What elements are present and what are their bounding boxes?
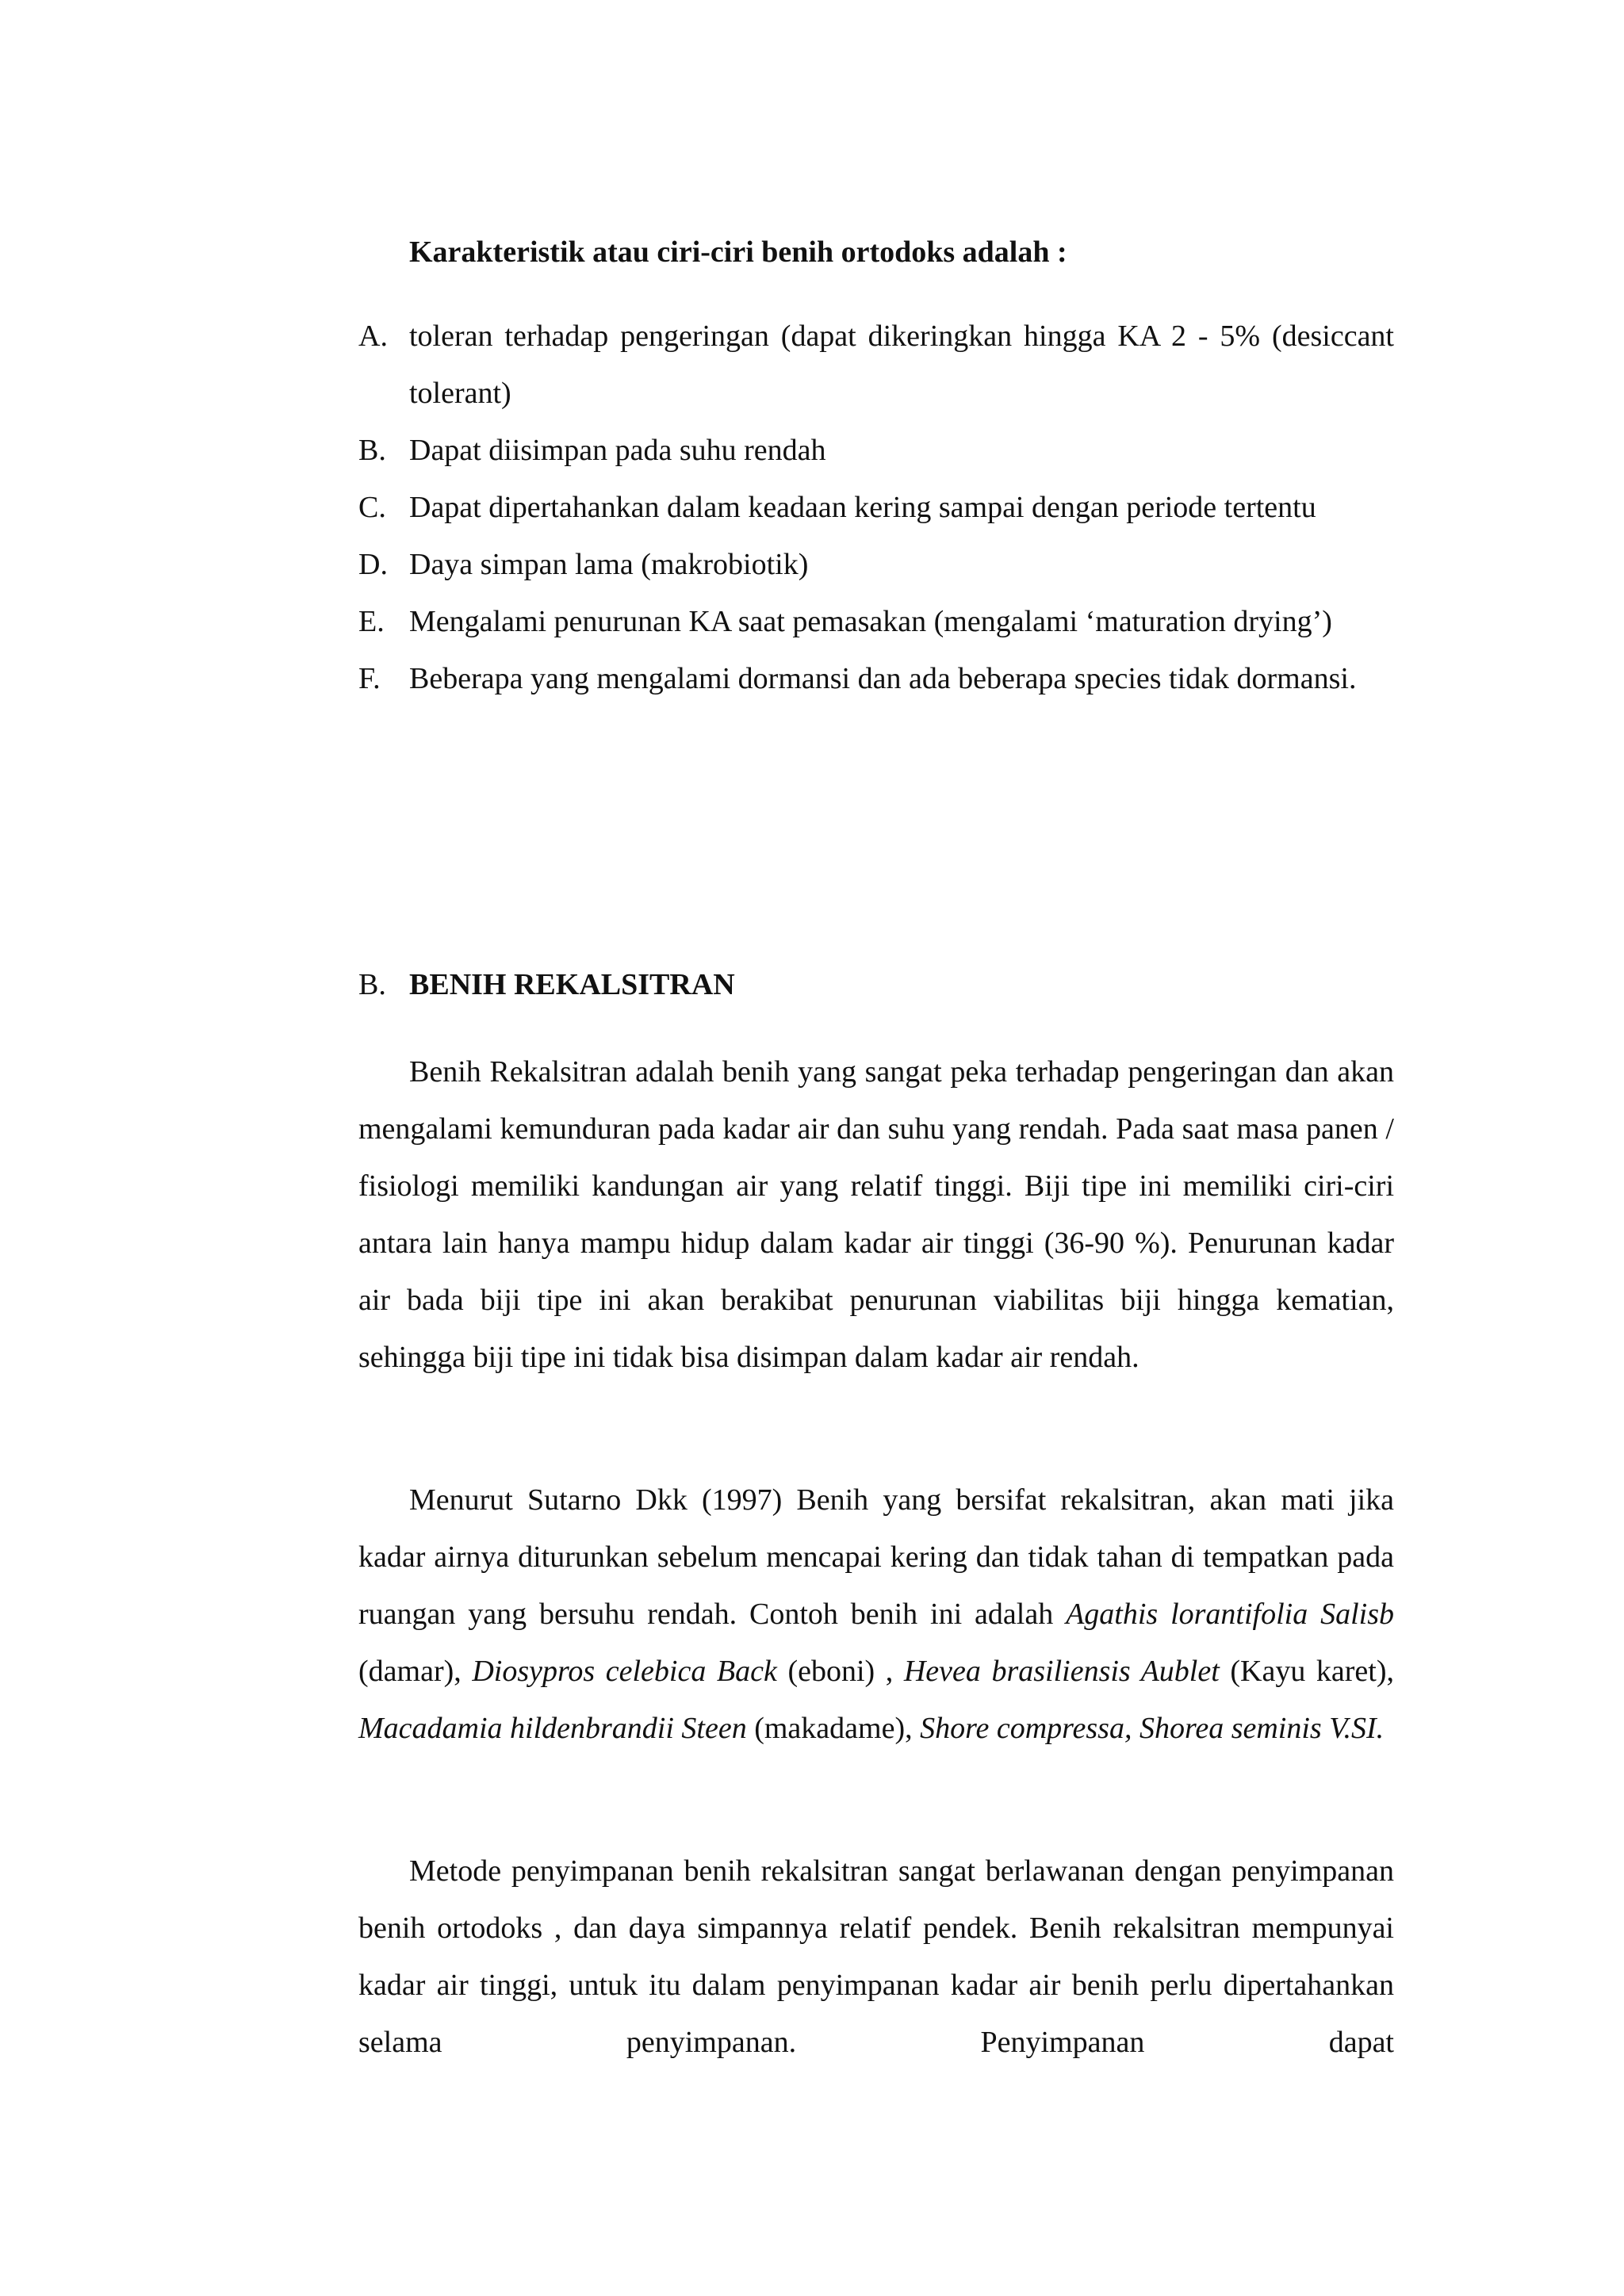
list-item-marker: E.: [358, 605, 385, 638]
section-heading: [358, 956, 735, 1013]
list-item-marker: D.: [358, 548, 388, 581]
common-name: (Kayu karet),: [1219, 1655, 1394, 1688]
species-name: Shore compressa, Shorea seminis V.SI.: [920, 1712, 1385, 1745]
list-item-text: Mengalami penurunan KA saat pemasakan (mengalami ‘maturation drying’): [409, 605, 1332, 638]
list-item-text: toleran terhadap pengeringan (dapat dikeringkan hingga KA 2 - 5% (desiccant tolerant): [409, 320, 1394, 410]
list-item: [358, 650, 1394, 707]
list-item-marker: F.: [358, 662, 381, 695]
section-title: BENIH REKALSITRAN: [409, 968, 735, 1001]
ortodoks-characteristics-list: [358, 308, 1394, 707]
list-item-text: Beberapa yang mengalami dormansi dan ada beberapa species tidak dormansi.: [409, 662, 1357, 695]
paragraph-storage-method: Metode penyimpanan benih rekalsitran sangat berlawanan dengan penyimpanan benih ortodoks , dan daya simpannya relatif pendek. Benih rekalsitran mempunyai kadar air tinggi, untuk itu dalam penyimpanan kadar air benih perlu dipertahankan selama penyimpanan. Penyimpanan dapat: [358, 1854, 1394, 2059]
list-item-text: Daya simpan lama (makrobiotik): [409, 548, 809, 581]
species-name: Hevea brasiliensis Aublet: [903, 1655, 1220, 1688]
common-name: (eboni) ,: [776, 1655, 904, 1688]
species-name: Macadamia hildenbrandii Steen: [358, 1712, 747, 1745]
list-item-marker: C.: [358, 491, 386, 524]
list-item-marker: A.: [358, 320, 388, 353]
list-item-text: Dapat diisimpan pada suhu rendah: [409, 434, 826, 467]
list-item: [358, 536, 1394, 593]
paragraph-definition: Benih Rekalsitran adalah benih yang sangat peka terhadap pengeringan dan akan mengalami kemunduran pada kadar air dan suhu yang rendah. Pada saat masa panen / fisiologi memiliki kandungan air yang relatif tinggi. Biji tipe ini memiliki ciri-ciri antara lain hanya mampu hidup dalam kadar air tinggi (36-90 %). Penurunan kadar air bada biji tipe ini akan berakibat penurunan viabilitas biji hingga kematian, sehingga biji tipe ini tidak bisa disimpan dalam kadar air rendah.: [358, 1055, 1394, 1374]
list-item: [358, 422, 1394, 479]
list-item-text: Dapat dipertahankan dalam keadaan kering sampai dengan periode tertentu: [409, 491, 1316, 524]
list-item-marker: B.: [358, 434, 386, 467]
list-item: [358, 308, 1394, 422]
list-item: [358, 479, 1394, 536]
common-name: (makadame),: [746, 1712, 921, 1745]
paragraph-sutarno: [358, 1471, 1394, 1757]
species-name: Agathis lorantifolia Salisb: [1066, 1598, 1395, 1631]
list-item: [358, 593, 1394, 650]
common-name: (damar),: [358, 1655, 473, 1688]
species-name: Diosypros celebica Back: [472, 1655, 777, 1688]
section-number: B.: [358, 968, 386, 1001]
paragraph-text: Menurut Sutarno Dkk (1997) Benih yang bersifat rekalsitran, akan mati jika kadar airnya diturunkan sebelum mencapai kering dan tidak tahan di tempatkan pada ruangan yang bersuhu rendah. Contoh benih ini adalah: [358, 1483, 1394, 1631]
ortodoks-characteristics-heading: Karakteristik atau ciri-ciri benih ortodoks adalah :: [409, 235, 1067, 269]
